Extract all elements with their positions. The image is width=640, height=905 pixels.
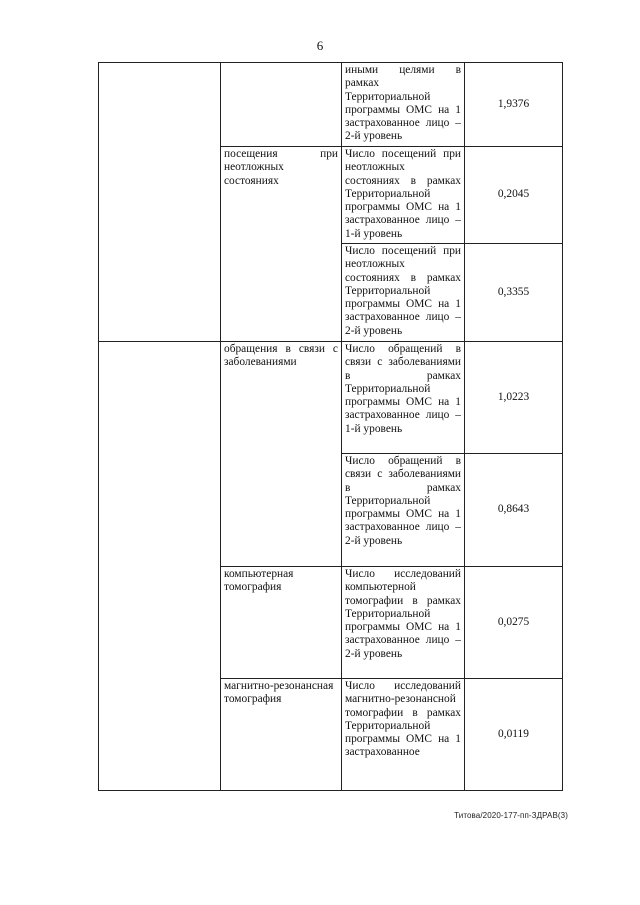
value-cell: 1,9376 [465,63,563,147]
indicators-table [98,62,563,791]
value-cell: 1,0223 [465,342,563,454]
value-cell: 0,3355 [465,244,563,342]
description-cell: иными целями в рамках Территориальной программы ОМС на 1 застрахованное лицо – 2-й уровень [342,63,465,147]
description-cell: Число посещений при неотложных состояниях в рамках Территориальной программы ОМС на 1 застрахованное лицо – 1-й уровень [342,147,465,244]
category-cell [221,63,342,147]
section-cell [99,63,221,342]
document-code-footer: Титова/2020-177-пп-ЗДРАВ(3) [454,811,568,820]
description-cell: Число посещений при неотложных состояниях в рамках Территориальной программы ОМС на 1 застрахованное лицо – 2-й уровень [342,244,465,342]
value-cell: 0,0119 [465,679,563,791]
section-cell [99,342,221,791]
page-number: 6 [316,38,324,53]
description-cell: Число исследований магнитно-резонансной томографии в рамках Территориальной программы ОМС на 1 застрахованное [342,679,465,791]
category-cell: обращения в связи с заболеваниями [221,342,342,567]
value-cell: 0,8643 [465,454,563,567]
category-cell: магнитно-резонансная томография [221,679,342,791]
table-row [99,342,563,454]
value-cell: 0,2045 [465,147,563,244]
value-cell: 0,0275 [465,567,563,679]
description-cell: Число исследований компьютерной томографии в рамках Территориальной программы ОМС на 1 застрахованное лицо – 2-й уровень [342,567,465,679]
category-cell: посещения при неотложных состояниях [221,147,342,342]
description-cell: Число обращений в связи с заболеваниями в рамках Территориальной программы ОМС на 1 застрахованное лицо – 1-й уровень [342,342,465,454]
table-row [99,63,563,147]
description-cell: Число обращений в связи с заболеваниями в рамках Территориальной программы ОМС на 1 застрахованное лицо – 2-й уровень [342,454,465,567]
category-cell: компьютерная томография [221,567,342,679]
